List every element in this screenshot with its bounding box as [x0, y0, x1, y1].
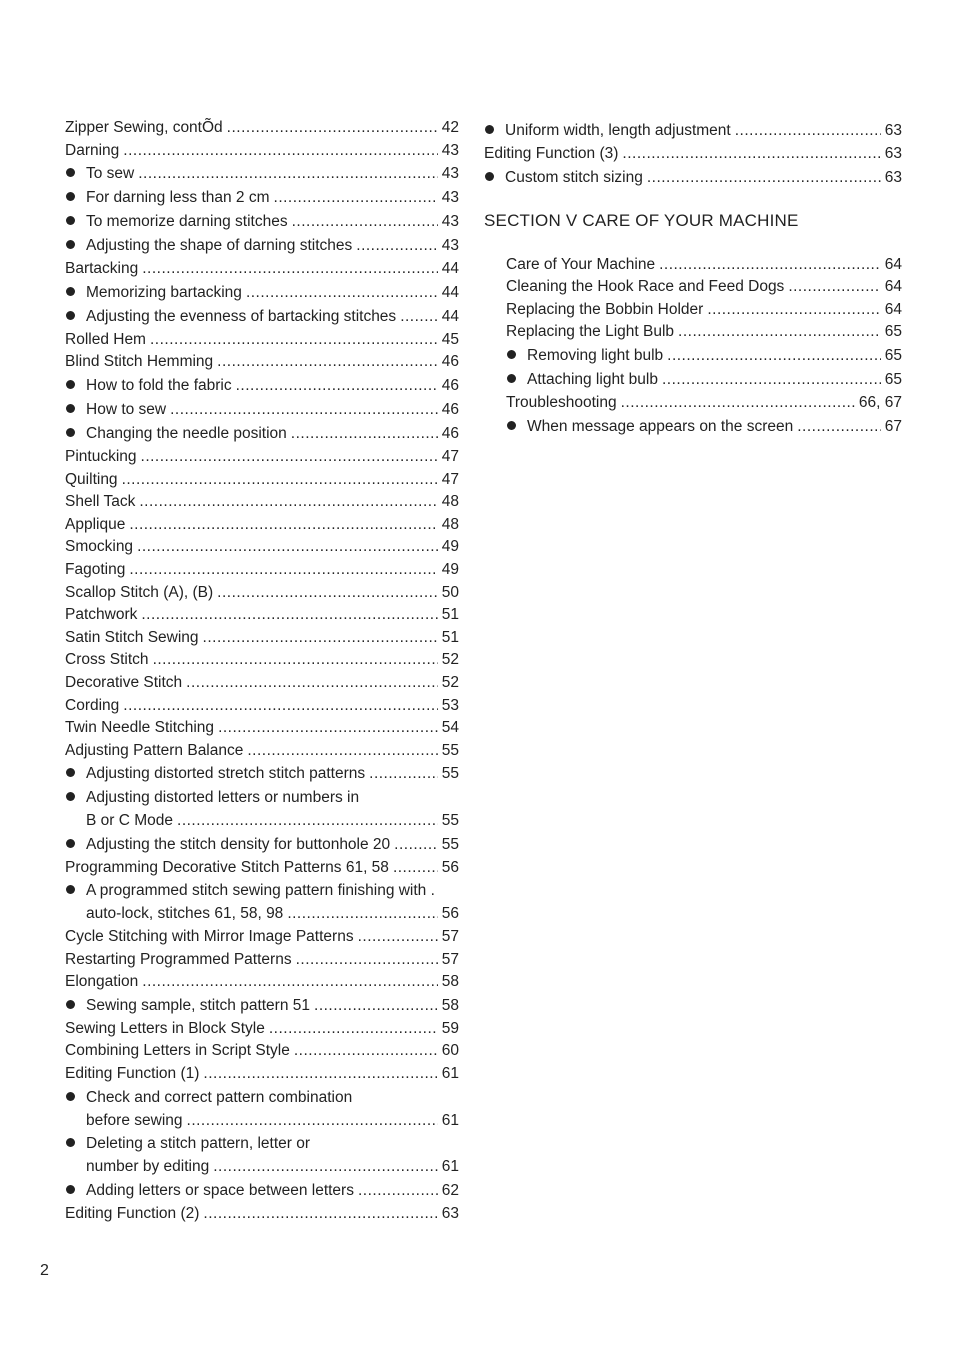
- toc-entry: [484, 166, 902, 190]
- dot-leader: [203, 1203, 437, 1226]
- toc-entry: [506, 415, 902, 439]
- dot-leader: [356, 234, 437, 258]
- dot-leader: [123, 140, 437, 163]
- toc-entry-page: 56: [441, 905, 459, 923]
- toc-entry: [65, 1040, 459, 1063]
- toc-entry: [506, 344, 902, 368]
- toc-entry-page: 63: [884, 168, 902, 186]
- toc-entry-title: Pintucking: [65, 447, 137, 465]
- dot-leader: [141, 604, 437, 627]
- toc-entry-title: Darning: [65, 141, 120, 159]
- toc-entry-page: 52: [441, 651, 459, 669]
- dot-leader: [150, 329, 438, 352]
- toc-entry-page: 48: [441, 493, 459, 511]
- toc-entry-line: [65, 186, 459, 210]
- toc-entry-line: [65, 374, 459, 398]
- toc-entry: [65, 857, 459, 880]
- toc-entry: [65, 926, 459, 949]
- toc-entry: [65, 559, 459, 582]
- dot-leader: [142, 258, 438, 281]
- toc-entry-page: 67: [884, 417, 902, 435]
- toc-entry-title: Zipper Sewing, contÕd: [65, 119, 223, 136]
- toc-entry-page: 47: [441, 447, 459, 465]
- dot-leader: [217, 351, 438, 374]
- toc-entry-line: [506, 392, 902, 415]
- dot-leader: [678, 321, 881, 344]
- toc-entry: [65, 258, 459, 281]
- dot-leader: [369, 762, 438, 786]
- toc-entry-page: 65: [884, 370, 902, 388]
- toc-entry-title: Scallop Stitch (A), (B): [65, 583, 214, 601]
- toc-entry-page: 46: [441, 376, 459, 394]
- toc-entry-page: 55: [441, 812, 459, 830]
- toc-entry-line: [65, 833, 459, 857]
- dot-leader: [122, 469, 438, 492]
- toc-entry-title: Adjusting Pattern Balance: [65, 741, 244, 759]
- toc-entry: [65, 117, 459, 140]
- toc-entry-page: 55: [441, 741, 459, 759]
- toc-entry: [65, 994, 459, 1018]
- dot-leader: [707, 299, 880, 322]
- toc-entry-title: Restarting Programmed Patterns: [65, 950, 292, 968]
- toc-entry: [65, 162, 459, 186]
- dot-leader: [142, 971, 437, 994]
- toc-entry-page: 51: [441, 628, 459, 646]
- toc-entry-page: 61: [441, 1111, 459, 1129]
- toc-entry-page: 65: [884, 346, 902, 364]
- toc-entry: [65, 762, 459, 786]
- dot-leader: [177, 810, 438, 833]
- toc-entry: [65, 1086, 459, 1133]
- dot-leader: [129, 514, 437, 537]
- toc-entry-title: Sewing Letters in Block Style: [65, 1019, 265, 1037]
- toc-entry-title: Twin Needle Stitching: [65, 719, 215, 737]
- toc-entry-page: 59: [441, 1019, 459, 1037]
- toc-entry-title: Quilting: [65, 470, 118, 488]
- toc-entry-line: [484, 119, 902, 143]
- toc-entry-title: Shell Tack: [65, 493, 136, 511]
- toc-entry-page: 44: [441, 260, 459, 278]
- toc-entry-page: 62: [441, 1181, 459, 1199]
- dot-leader: [269, 1018, 438, 1041]
- toc-entry: [65, 786, 459, 833]
- toc-entry-page: 43: [441, 165, 459, 183]
- toc-entry: [506, 299, 902, 322]
- toc-entry-line: [65, 1203, 459, 1226]
- toc-entry-title: Check and correct pattern combination: [86, 1088, 353, 1106]
- toc-entry: [65, 717, 459, 740]
- toc-entry-continuation: [65, 810, 459, 833]
- toc-entry-title-continued: B or C Mode: [86, 812, 174, 830]
- toc-entry: [65, 582, 459, 605]
- toc-entry: [65, 351, 459, 374]
- toc-entry-title: Combining Letters in Script Style: [65, 1042, 290, 1060]
- toc-entry-page: 66, 67: [858, 393, 902, 411]
- toc-entry-line: [65, 162, 459, 186]
- toc-entry-page: 56: [441, 858, 459, 876]
- toc-entry-line: [65, 949, 459, 972]
- toc-entry-title: Removing light bulb: [527, 346, 664, 364]
- toc-entry-page: 52: [441, 673, 459, 691]
- toc-entry-line: [65, 695, 459, 718]
- dot-leader: [667, 344, 881, 368]
- toc-entry-page: 44: [441, 307, 459, 325]
- toc-entry-line: [65, 491, 459, 514]
- dot-leader: [735, 119, 881, 143]
- toc-entry: [65, 971, 459, 994]
- dot-leader: [292, 210, 438, 234]
- toc-entry: [484, 119, 902, 143]
- toc-entry-page: 46: [441, 400, 459, 418]
- toc-entry-line: [65, 1179, 459, 1203]
- toc-entry-page: 49: [441, 560, 459, 578]
- toc-entry: [65, 446, 459, 469]
- toc-entry-line: [65, 536, 459, 559]
- toc-entry-line: [65, 469, 459, 492]
- toc-entry-title: When message appears on the screen: [527, 417, 794, 435]
- toc-entry-title: Custom stitch sizing: [505, 168, 643, 186]
- toc-entry-line: [65, 627, 459, 650]
- toc-entry-title: Deleting a stitch pattern, letter or: [86, 1135, 311, 1153]
- toc-entry-title: Sewing sample, stitch pattern 51: [86, 996, 311, 1014]
- toc-entry-title: Decorative Stitch: [65, 673, 183, 691]
- toc-entry: [506, 254, 902, 277]
- toc-entry-line: [65, 258, 459, 281]
- toc-entry: [65, 695, 459, 718]
- toc-entry-title: Troubleshooting: [506, 393, 617, 411]
- toc-entry: [65, 740, 459, 763]
- dot-leader: [400, 305, 438, 329]
- toc-left-column: [65, 117, 459, 1225]
- toc-entry-page: 61: [441, 1158, 459, 1176]
- toc-entry: [65, 604, 459, 627]
- toc-entry: [65, 879, 459, 926]
- dot-leader: [294, 1040, 438, 1063]
- toc-entry-title: Patchwork: [65, 606, 138, 624]
- toc-entry-line: [65, 281, 459, 305]
- toc-entry-page: 55: [441, 765, 459, 783]
- toc-entry-title: Satin Stitch Sewing: [65, 628, 199, 646]
- dot-leader: [137, 536, 438, 559]
- toc-entry-continuation: [65, 1156, 459, 1179]
- toc-entry-title: Cleaning the Hook Race and Feed Dogs: [506, 278, 785, 296]
- toc-entry-page: 64: [884, 300, 902, 318]
- toc-entry-first-line: [65, 879, 459, 903]
- toc-entry-line: [65, 351, 459, 374]
- toc-entry: [65, 627, 459, 650]
- toc-entry: [65, 1018, 459, 1041]
- toc-entry-page: 42: [441, 119, 459, 136]
- toc-entry-page: 64: [884, 278, 902, 296]
- toc-entry-title: Attaching light bulb: [527, 370, 658, 388]
- toc-entry: [65, 186, 459, 210]
- dot-leader: [187, 1110, 438, 1133]
- toc-entry-title: To memorize darning stitches: [86, 213, 288, 231]
- dot-leader: [153, 649, 438, 672]
- toc-entry-title: Editing Function (1): [65, 1065, 200, 1083]
- toc-entry-continuation: [65, 1110, 459, 1133]
- toc-entry-title: Cross Stitch: [65, 651, 149, 669]
- toc-entry: [65, 422, 459, 446]
- toc-entry-title: Bartacking: [65, 260, 139, 278]
- toc-entry-first-line: [65, 786, 459, 810]
- dot-leader: [358, 1179, 438, 1203]
- toc-entry-line: [65, 234, 459, 258]
- toc-entry-line: [65, 1040, 459, 1063]
- toc-entry-page: 63: [441, 1204, 459, 1222]
- dot-leader: [247, 740, 437, 763]
- toc-entry-title: Adjusting the evenness of bartacking stitches: [86, 307, 397, 325]
- toc-entry-line: [65, 210, 459, 234]
- toc-entry-line: [65, 649, 459, 672]
- toc-entry: [65, 140, 459, 163]
- dot-leader: [659, 254, 881, 277]
- dot-leader: [358, 926, 438, 949]
- toc-entry-page: 55: [441, 835, 459, 853]
- toc-entry-line: [65, 446, 459, 469]
- dot-leader: [141, 446, 438, 469]
- toc-entry: [65, 469, 459, 492]
- toc-entry-title: Replacing the Bobbin Holder: [506, 300, 704, 318]
- toc-entry-title: For darning less than 2 cm: [86, 189, 270, 207]
- toc-entry-line: [65, 582, 459, 605]
- toc-entry: [65, 1063, 459, 1086]
- dot-leader: [296, 949, 438, 972]
- toc-entry-page: 63: [884, 122, 902, 139]
- dot-leader: [314, 994, 438, 1018]
- toc-entry-title-continued: before sewing: [86, 1111, 183, 1129]
- dot-leader: [393, 857, 438, 880]
- toc-entry-page: 57: [441, 928, 459, 946]
- toc-entry-continuation: [65, 903, 459, 926]
- toc-entry-first-line: [65, 1086, 459, 1110]
- toc-entry-title: A programmed stitch sewing pattern finishing with .: [86, 882, 435, 900]
- toc-entry: [65, 514, 459, 537]
- toc-right-top-list: [484, 119, 902, 190]
- page-number: 2: [40, 1262, 49, 1279]
- dot-leader: [274, 186, 438, 210]
- toc-entry-title: Adding letters or space between letters: [86, 1181, 354, 1199]
- toc-entry-title: Memorizing bartacking: [86, 283, 242, 301]
- toc-entry-line: [65, 762, 459, 786]
- toc-entry-line: [65, 559, 459, 582]
- toc-entry-line: [65, 329, 459, 352]
- dot-leader: [218, 717, 438, 740]
- dot-leader: [394, 833, 438, 857]
- toc-entry-page: 43: [441, 237, 459, 255]
- toc-entry-line: [65, 140, 459, 163]
- dot-leader: [647, 166, 881, 190]
- toc-entry-line: [506, 276, 902, 299]
- toc-entry-title: Editing Function (3): [484, 145, 619, 162]
- dot-leader: [788, 276, 880, 299]
- toc-entry-page: 53: [441, 696, 459, 714]
- dot-leader: [123, 695, 437, 718]
- toc-entry-title: Fagoting: [65, 560, 126, 578]
- dot-leader: [203, 627, 438, 650]
- toc-entry-line: [65, 740, 459, 763]
- toc-entry-title: How to fold the fabric: [86, 376, 232, 394]
- toc-entry-title: Cycle Stitching with Mirror Image Patterns: [65, 928, 354, 946]
- dot-leader: [621, 392, 855, 415]
- toc-entry-line: [506, 299, 902, 322]
- dot-leader: [622, 143, 880, 166]
- dot-leader: [291, 422, 438, 446]
- toc-entry: [506, 276, 902, 299]
- toc-entry-title: Rolled Hem: [65, 330, 146, 348]
- toc-entry-title: Uniform width, length adjustment: [505, 122, 731, 139]
- toc-entry: [65, 833, 459, 857]
- dot-leader: [129, 559, 437, 582]
- toc-entry-title: Smocking: [65, 538, 134, 556]
- dot-leader: [170, 398, 438, 422]
- toc-entry-page: 43: [441, 141, 459, 159]
- dot-leader: [217, 582, 438, 605]
- toc-entry-line: [65, 717, 459, 740]
- toc-entry-line: [65, 398, 459, 422]
- toc-entry-page: 58: [441, 996, 459, 1014]
- toc-entry: [65, 234, 459, 258]
- toc-entry: [65, 210, 459, 234]
- toc-right-column: [484, 119, 902, 439]
- toc-entry: [506, 321, 902, 344]
- toc-entry: [65, 1203, 459, 1226]
- toc-entry-page: 45: [441, 330, 459, 348]
- toc-entry-title-continued: number by editing: [86, 1158, 210, 1176]
- toc-entry-page: 63: [884, 145, 902, 162]
- toc-entry-title: Applique: [65, 515, 126, 533]
- dot-leader: [662, 368, 881, 392]
- toc-entry-line: [506, 254, 902, 277]
- toc-entry: [65, 649, 459, 672]
- toc-entry-title: Replacing the Light Bulb: [506, 323, 675, 341]
- toc-entry-page: 60: [441, 1042, 459, 1060]
- toc-entry-page: 58: [441, 973, 459, 991]
- toc-entry-page: 47: [441, 470, 459, 488]
- toc-entry-line: [65, 994, 459, 1018]
- toc-entry-page: 46: [441, 424, 459, 442]
- toc-entry-title: Adjusting the shape of darning stitches: [86, 237, 353, 255]
- toc-entry-title: Changing the needle position: [86, 424, 287, 442]
- toc-entry: [65, 329, 459, 352]
- toc-entry-title: Adjusting distorted stretch stitch patterns: [86, 765, 366, 783]
- toc-entry: [65, 1132, 459, 1179]
- toc-entry-line: [484, 143, 902, 166]
- toc-entry-line: [65, 604, 459, 627]
- toc-entry-title: Care of Your Machine: [506, 255, 656, 273]
- toc-entry-page: 43: [441, 213, 459, 231]
- dot-leader: [213, 1156, 438, 1179]
- toc-entry-first-line: [65, 1132, 459, 1156]
- toc-entry-line: [65, 1018, 459, 1041]
- toc-entry-line: [65, 422, 459, 446]
- toc-entry-page: 46: [441, 353, 459, 371]
- toc-entry-line: [506, 415, 902, 439]
- toc-entry-title: Adjusting the stitch density for buttonhole 20: [86, 835, 391, 853]
- toc-entry-page: 50: [441, 583, 459, 601]
- toc-entry: [65, 305, 459, 329]
- toc-entry-line: [65, 857, 459, 880]
- toc-entry-line: [65, 305, 459, 329]
- toc-entry-page: 49: [441, 538, 459, 556]
- toc-entry-page: 57: [441, 950, 459, 968]
- toc-entry-page: 61: [441, 1065, 459, 1083]
- dot-leader: [227, 117, 438, 140]
- toc-entry-line: [65, 514, 459, 537]
- toc-entry-line: [65, 117, 459, 140]
- toc-entry: [65, 374, 459, 398]
- dot-leader: [139, 491, 437, 514]
- toc-entry-title: Elongation: [65, 973, 139, 991]
- toc-entry-title-continued: auto-lock, stitches 61, 58, 98: [86, 905, 284, 923]
- toc-entry-title: To sew: [86, 165, 135, 183]
- toc-entry-title: Blind Stitch Hemming: [65, 353, 214, 371]
- toc-entry-line: [506, 368, 902, 392]
- toc-entry-line: [506, 321, 902, 344]
- toc-entry: [506, 392, 902, 415]
- toc-entry-page: 54: [441, 719, 459, 737]
- toc-entry-page: 51: [441, 606, 459, 624]
- toc-entry-title: How to sew: [86, 400, 167, 418]
- toc-entry: [65, 491, 459, 514]
- toc-entry-line: [484, 166, 902, 190]
- toc-entry-page: 64: [884, 255, 902, 273]
- dot-leader: [138, 162, 438, 186]
- toc-entry: [484, 143, 902, 166]
- toc-entry: [65, 1179, 459, 1203]
- toc-entry-line: [506, 344, 902, 368]
- dot-leader: [246, 281, 438, 305]
- toc-entry-title: Programming Decorative Stitch Patterns 61, 58: [65, 858, 389, 876]
- dot-leader: [797, 415, 881, 439]
- dot-leader: [186, 672, 438, 695]
- toc-entry-line: [65, 1063, 459, 1086]
- toc-entry: [65, 398, 459, 422]
- toc-entry-title: Editing Function (2): [65, 1204, 200, 1222]
- toc-entry-line: [65, 926, 459, 949]
- dot-leader: [236, 374, 438, 398]
- section-heading: SECTION V CARE OF YOUR MACHINE: [484, 210, 799, 230]
- toc-entry-page: 65: [884, 323, 902, 341]
- toc-entry-page: 44: [441, 283, 459, 301]
- toc-entry: [65, 672, 459, 695]
- toc-entry: [65, 949, 459, 972]
- dot-leader: [203, 1063, 437, 1086]
- toc-entry-page: 48: [441, 515, 459, 533]
- toc-entry-page: 43: [441, 189, 459, 207]
- toc-entry-title: Cording: [65, 696, 120, 714]
- toc-entry-title: Adjusting distorted letters or numbers in: [86, 789, 360, 807]
- toc-entry: [506, 368, 902, 392]
- toc-entry: [65, 281, 459, 305]
- toc-entry-line: [65, 971, 459, 994]
- toc-entry: [65, 536, 459, 559]
- toc-entry-line: [65, 672, 459, 695]
- dot-leader: [287, 903, 437, 926]
- toc-right-bottom-list: [484, 254, 902, 439]
